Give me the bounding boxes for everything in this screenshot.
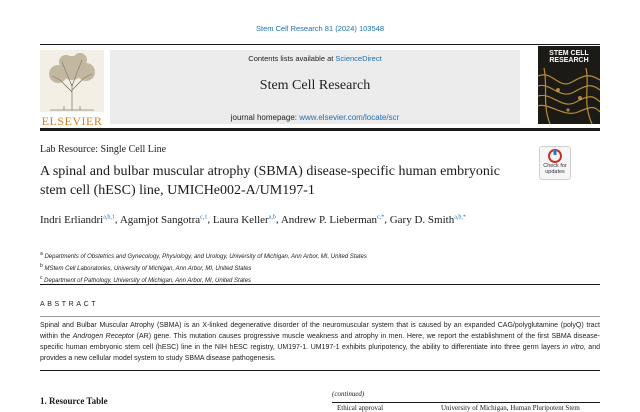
affiliation [40,250,367,262]
check-for-updates-label [539,163,571,175]
resource-table-heading: 1. Resource Table [40,396,108,406]
abstract-top-rule [40,284,600,285]
header-thick-rule [40,128,600,131]
abstract-italic-gene: Androgen Receptor [72,333,135,340]
table-cell-value: University of Michigan, Human Pluripotent Stem [441,404,580,412]
contents-prefix: Contents lists available at [248,54,336,63]
author[interactable] [390,214,466,226]
author[interactable] [281,214,384,226]
continued-table-rule [332,402,600,403]
check-for-updates-icon [540,147,570,163]
abstract-bottom-rule [40,370,600,371]
homepage-prefix: journal homepage: [230,113,300,122]
abstract-text-part: Spinal and Bulbar Muscular Atrophy (SBMA) is an X-linked degenerative disorder of the neuromuscular system that is caused by an expanded CAG/polyglutamine (polyQ) tract within the [40,322,600,340]
author-name[interactable]: Indri Erliandri [40,213,104,226]
author-separator: , [384,213,390,226]
affiliation-text: Department of Pathology, University of Michigan, Ann Arbor, MI, United States [44,278,252,284]
sciencedirect-link[interactable]: ScienceDirect [335,54,382,63]
article-title: A spinal and bulbar muscular atrophy (SBMA) disease-specific human embryonic stem cell (hESC) line, UMICHe002-A/UM197-1 [40,164,500,198]
affiliations [40,250,367,286]
affiliation-text: MStem Cell Laboratories, University of Michigan, Ann Arbor, MI, United States [44,266,252,272]
abstract-text-part: (AR) gene. This mutation causes progressive muscle weakness and atrophy in men. Here, we report the establishment of the first SBMA disease-specific human embryonic stem cell (hESC) line in the NIH hESC registry, UM197-1. UM197-1 exhibits pluripotency, the ability to differentiate into three germ layers [40,333,600,351]
journal-title: Stem Cell Research [259,78,371,93]
author-affiliation-marks[interactable]: a,b [268,214,276,220]
abstract-italic-invitro: in vitro [562,344,584,351]
author-affiliation-marks[interactable]: c,* [377,214,385,220]
contents-line [110,54,520,63]
abstract-text-part: , and provides a new cellular model system to study SBMA disease pathogenesis. [40,344,600,362]
author-name[interactable]: Andrew P. Lieberman [280,213,378,226]
top-rule [40,44,600,45]
check-for-updates-line1: Check for [543,163,567,169]
abstract-heading-rule [40,316,600,317]
abstract-heading: ABSTRACT [40,301,99,308]
check-for-updates-line2: updates [545,169,565,175]
author-affiliation-marks[interactable]: a,b,* [454,214,466,220]
table-cell-label: Ethical approval [337,404,384,412]
author[interactable] [120,214,208,226]
author-list [40,210,510,228]
journal-homepage-line [110,113,520,122]
author-name[interactable]: Agamjot Sangotra [119,213,201,226]
author-separator: , [114,213,120,226]
author-affiliation-marks[interactable]: a,b,1 [103,214,115,220]
cover-title [540,50,598,64]
author-name[interactable]: Laura Keller [212,213,269,226]
cover-title-line1: STEM CELL [549,50,589,57]
affiliation [40,262,367,274]
affiliation-key: b [40,263,43,269]
author-affiliation-marks[interactable]: c,1 [200,214,208,220]
journal-reference-link[interactable]: Stem Cell Research 81 (2024) 103548 [256,24,384,33]
affiliation-key: a [40,251,43,257]
continued-label: (continued) [332,390,365,398]
author[interactable] [213,214,276,226]
cover-title-line2: RESEARCH [549,57,589,64]
journal-reference[interactable] [0,24,640,33]
abstract-body [40,320,600,364]
elsevier-wordmark: ELSEVIER [41,114,103,128]
author-name[interactable]: Gary D. Smith [389,213,455,226]
affiliation-key: c [40,275,43,281]
homepage-link[interactable]: www.elsevier.com/locate/scr [299,113,400,122]
article-section-label: Lab Resource: Single Cell Line [40,144,167,155]
author-separator: , [275,213,281,226]
author-separator: , [207,213,213,226]
affiliation-text: Departments of Obstetrics and Gynecology, Physiology, and Urology, University of Michigan, Ann Arbor, MI, United States [44,254,367,260]
author[interactable] [40,214,115,226]
